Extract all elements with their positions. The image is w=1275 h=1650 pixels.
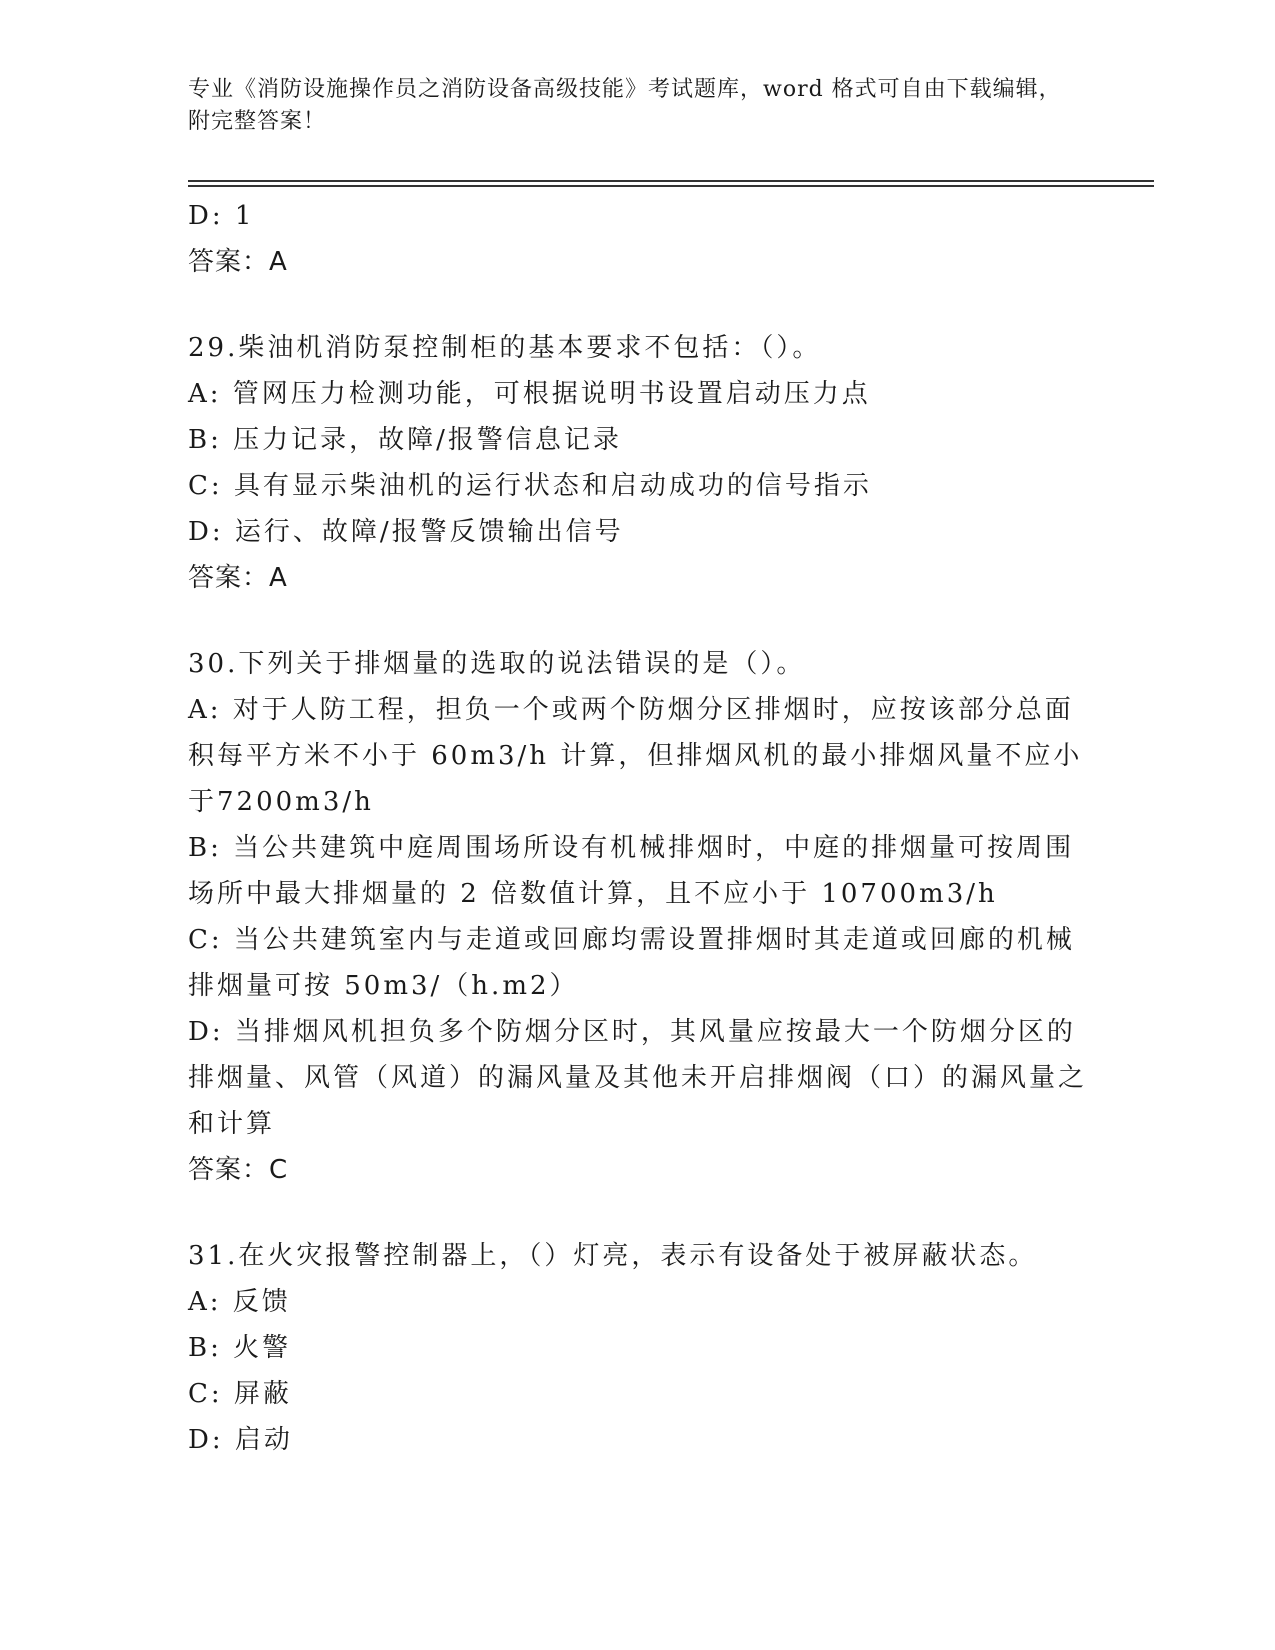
option-c: C: 当公共建筑室内与走道或回廊均需设置排烟时其走道或回廊的机械排烟量可按 50m3/（h.m2） xyxy=(188,925,1075,1001)
header-rule-bottom xyxy=(188,185,1154,187)
question-stem: 30.下列关于排烟量的选取的说法错误的是（）。 xyxy=(188,649,806,679)
document-content xyxy=(188,193,1088,1463)
question-stem: 29.柴油机消防泵控制柜的基本要求不包括：（）。 xyxy=(188,333,822,363)
option-c: C: 具有显示柴油机的运行状态和启动成功的信号指示 xyxy=(188,471,872,501)
option-b: B: 当公共建筑中庭周围场所设有机械排烟时，中庭的排烟量可按周围场所中最大排烟量的 2 倍数值计算，且不应小于 10700m3/h xyxy=(188,833,1075,909)
question-30 xyxy=(188,641,1088,1193)
answer: 答案：A xyxy=(188,247,288,277)
option-a: A: 管网压力检测功能，可根据说明书设置启动压力点 xyxy=(188,379,871,409)
page-header: 专业《消防设施操作员之消防设备高级技能》考试题库，word 格式可自由下载编辑，附完整答案！ xyxy=(188,77,1062,134)
option-a: A: 对于人防工程，担负一个或两个防烟分区排烟时，应按该部分总面积每平方米不小于 60m3/h 计算，但排烟风机的最小排烟风量不应小于7200m3/h xyxy=(188,695,1083,817)
option-d: D: 1 xyxy=(188,201,255,231)
question-31 xyxy=(188,1233,1088,1463)
option-d: D: 启动 xyxy=(188,1425,293,1455)
question-stem: 31.在火灾报警控制器上，（）灯亮，表示有设备处于被屏蔽状态。 xyxy=(188,1241,1038,1271)
option-a: A: 反馈 xyxy=(188,1287,291,1317)
option-d: D: 当排烟风机担负多个防烟分区时，其风量应按最大一个防烟分区的排烟量、风管（风道）的漏风量及其他未开启排烟阀（口）的漏风量之和计算 xyxy=(188,1017,1088,1139)
previous-question-tail xyxy=(188,193,1088,285)
question-29 xyxy=(188,325,1088,601)
option-c: C: 屏蔽 xyxy=(188,1379,292,1409)
option-d: D: 运行、故障/报警反馈输出信号 xyxy=(188,517,624,547)
header-rule-top xyxy=(188,180,1154,182)
answer: 答案：C xyxy=(188,1155,289,1185)
option-b: B: 火警 xyxy=(188,1333,292,1363)
answer: 答案：A xyxy=(188,563,288,593)
option-b: B: 压力记录，故障/报警信息记录 xyxy=(188,425,622,455)
